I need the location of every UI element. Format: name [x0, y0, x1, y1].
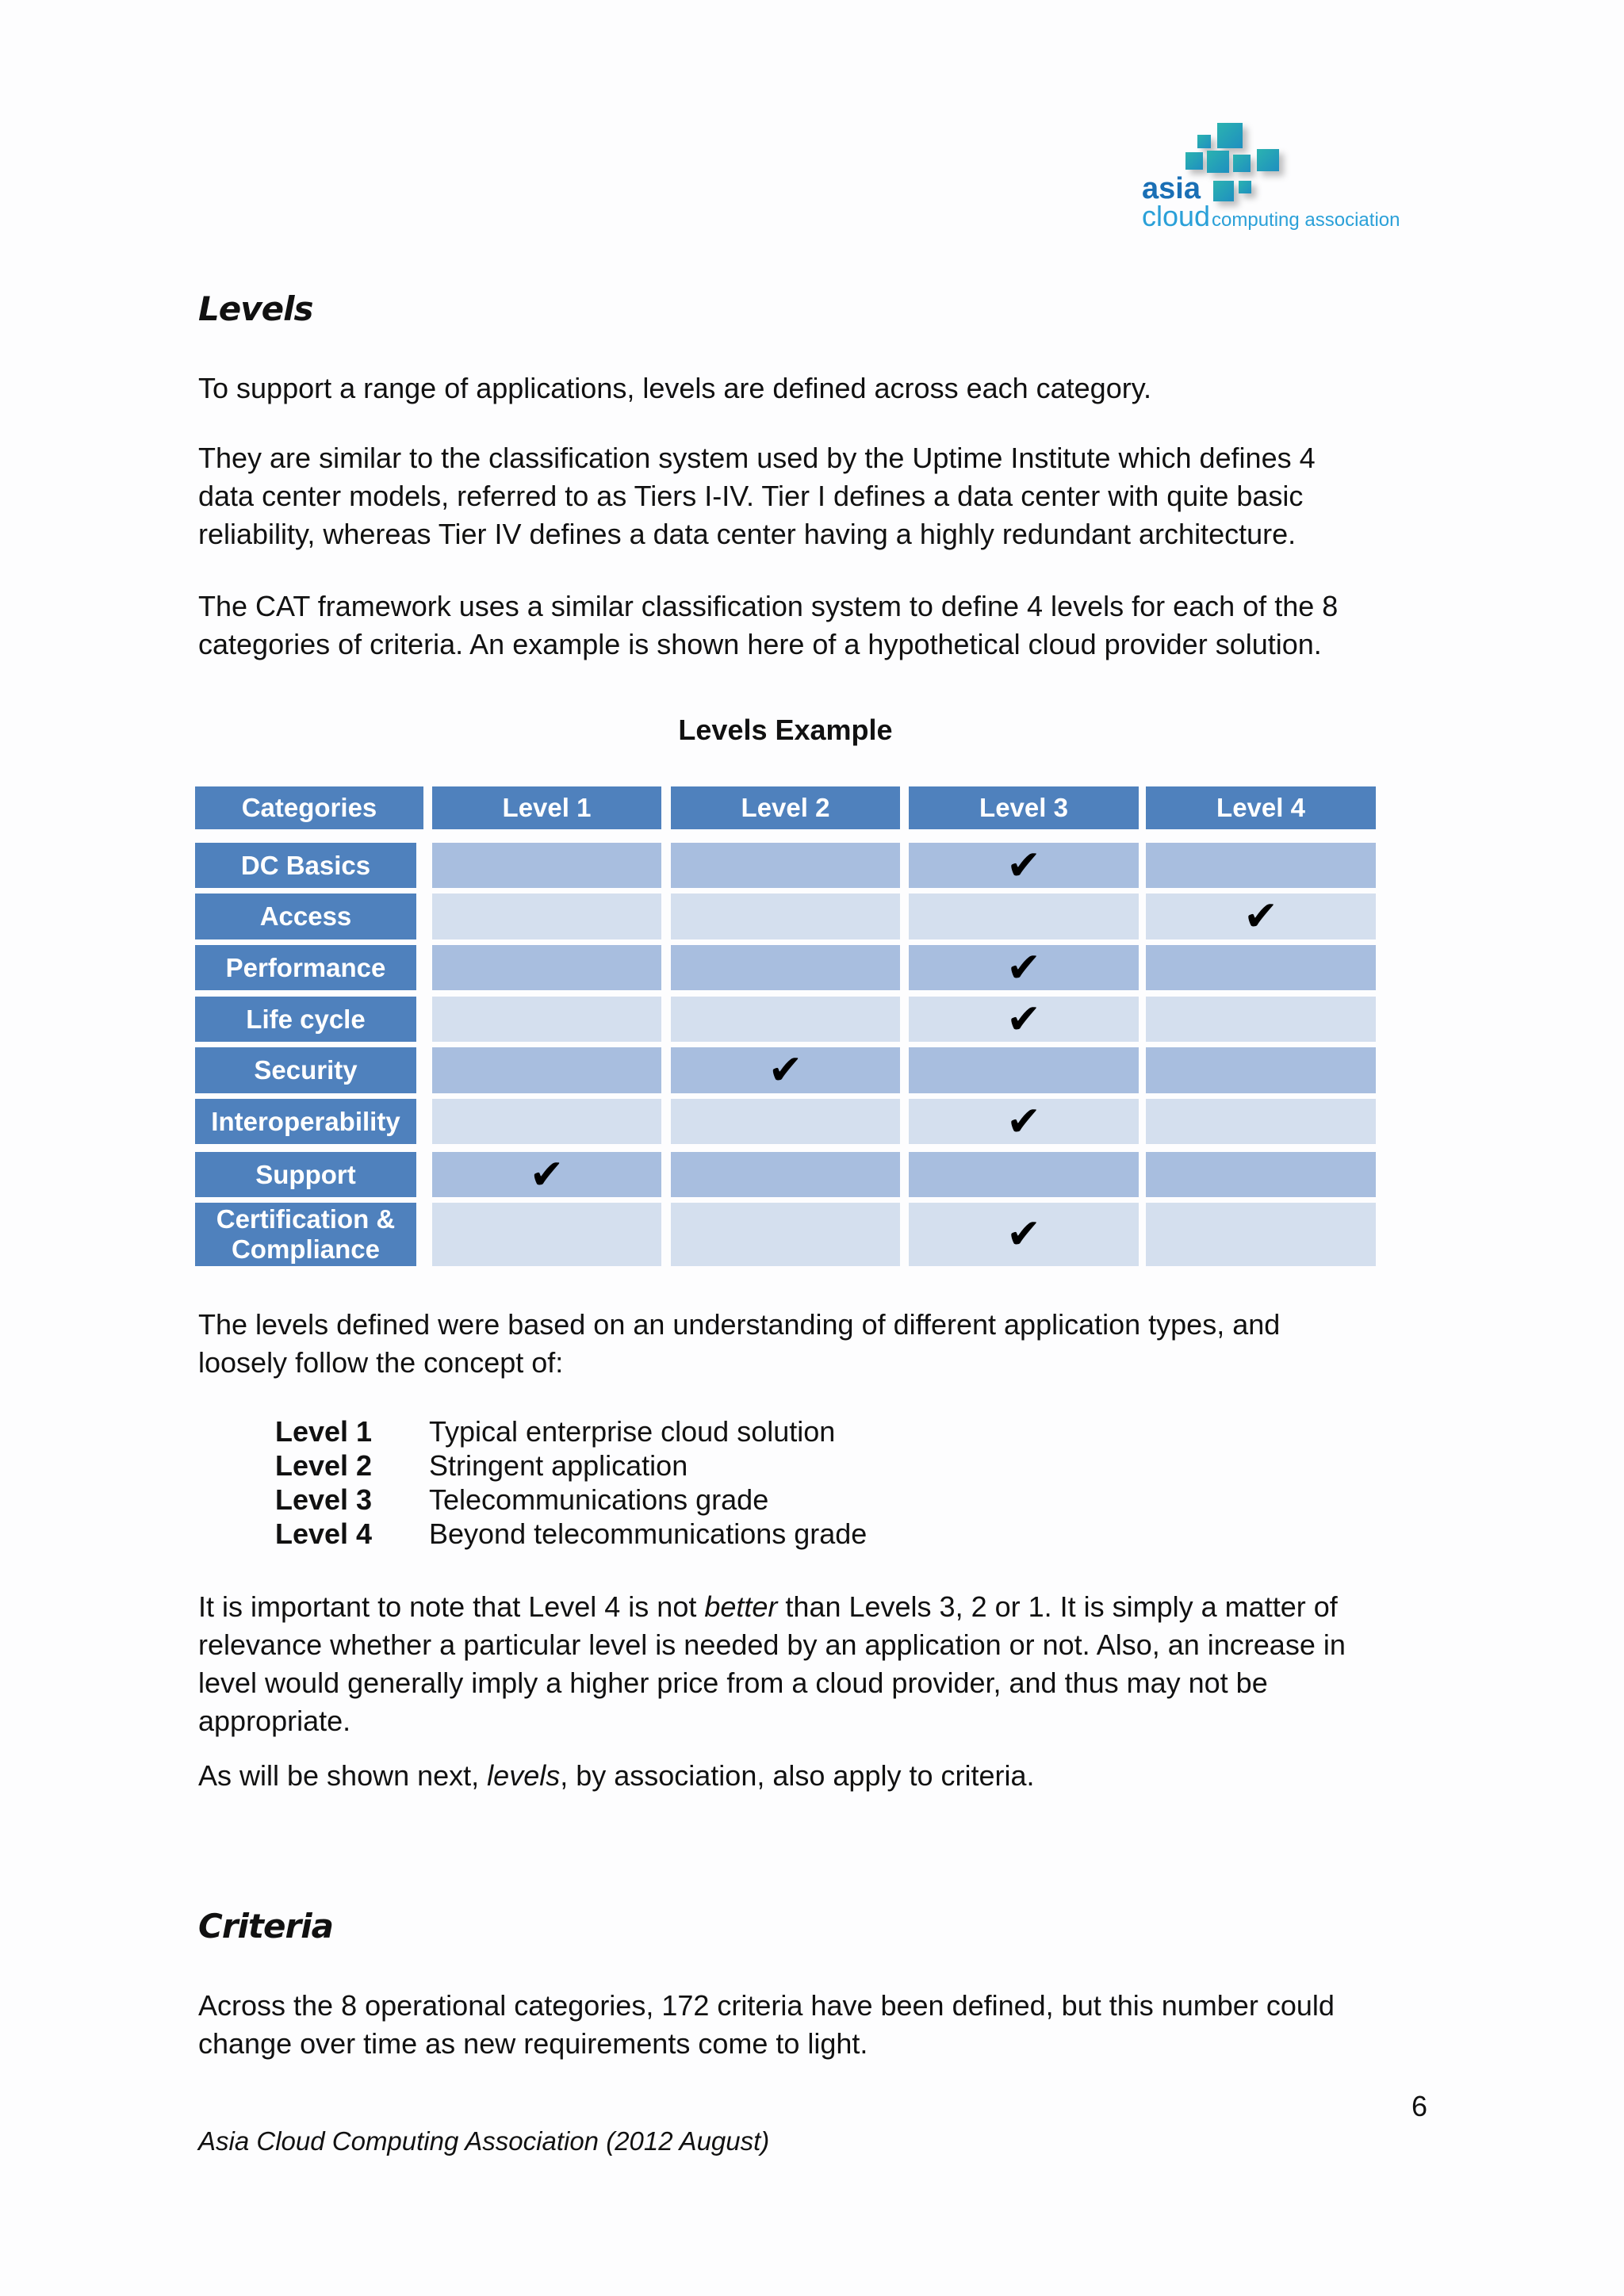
- logo-square: [1197, 135, 1211, 148]
- text: It is important to note that Level 4 is not: [198, 1590, 705, 1623]
- table-level-cell: [432, 1203, 661, 1266]
- table-level-cell: [671, 1099, 900, 1144]
- table-level-cell: [909, 1047, 1139, 1093]
- emphasis: better: [704, 1590, 778, 1623]
- table-header-cell-text: Level 2: [741, 793, 830, 822]
- paragraph: [198, 1306, 1435, 1382]
- text-line: They are similar to the classification system used by the Uptime Institute which defines 4: [198, 442, 1316, 474]
- table-category-cell-text: Interoperability: [211, 1106, 400, 1136]
- table-level-cell: [909, 997, 1139, 1042]
- table-level-cell: [432, 843, 661, 888]
- level-label: Level 2: [275, 1449, 373, 1482]
- logo-square: [1213, 181, 1234, 201]
- table-header-cell: [1146, 786, 1376, 829]
- table-category-cell-text: Life cycle: [246, 1004, 366, 1034]
- table-level-cell: [1146, 1203, 1376, 1266]
- text-line: appropriate.: [198, 1705, 351, 1737]
- text-line: To support a range of applications, levels are defined across each category.: [198, 372, 1152, 404]
- level-desc: Stringent application: [429, 1449, 688, 1482]
- table-category-cell-text: Certification & Compliance: [216, 1204, 396, 1264]
- level-desc: Beyond telecommunications grade: [429, 1517, 868, 1550]
- table-level-cell: [1146, 843, 1376, 888]
- table-header-cell: [909, 786, 1139, 829]
- text: than Levels 3, 2 or 1. It is simply a matter of: [777, 1590, 1338, 1623]
- text-line: loosely follow the concept of:: [198, 1346, 564, 1379]
- table-level-cell: [671, 1047, 900, 1093]
- table-level-cell: [671, 945, 900, 990]
- table-level-cell: [909, 1099, 1139, 1144]
- text-line: [198, 1588, 1435, 1626]
- table-category-cell: [195, 945, 416, 990]
- logo-square: [1257, 149, 1279, 171]
- paragraph: [198, 369, 1435, 408]
- table-level-cell: [1146, 1152, 1376, 1197]
- logo-cloud: cloud: [1142, 200, 1211, 232]
- text-line: level would generally imply a higher price from a cloud provider, and thus may not be: [198, 1667, 1268, 1699]
- table-level-cell: [909, 1152, 1139, 1197]
- table-category-cell: [195, 1099, 416, 1144]
- text-line: The levels defined were based on an understanding of different application types, and: [198, 1308, 1281, 1341]
- table-level-cell: [671, 1203, 900, 1266]
- text-line: relevance whether a particular level is needed by an application or not. Also, an increase in: [198, 1628, 1346, 1661]
- table-level-cell: [432, 997, 661, 1042]
- text: As will be shown next,: [198, 1759, 488, 1792]
- table-level-cell: [671, 894, 900, 939]
- table-header-cell: [671, 786, 900, 829]
- table-category-cell: [195, 894, 416, 939]
- check-icon: ✔: [768, 1047, 803, 1094]
- text: , by association, also apply to criteria.: [560, 1759, 1035, 1792]
- section-heading-levels: Levels: [198, 289, 313, 328]
- table-category-cell-text: Access: [259, 901, 352, 931]
- check-icon: ✔: [1006, 943, 1041, 992]
- table-category-cell: [195, 1203, 416, 1266]
- text-line: The CAT framework uses a similar classification system to define 4 levels for each of the 8: [198, 590, 1339, 622]
- logo-square: [1239, 181, 1251, 193]
- table-header-cell-text: Categories: [241, 793, 377, 822]
- section-heading-criteria: Criteria: [198, 1907, 333, 1946]
- paragraph: [198, 1588, 1435, 1740]
- table-header-cell-text: Level 4: [1216, 793, 1305, 822]
- table-level-cell: [1146, 945, 1376, 990]
- table-level-cell: [1146, 1099, 1376, 1144]
- paragraph: [198, 587, 1435, 664]
- table-category-cell: [195, 997, 416, 1042]
- table-level-cell: [432, 945, 661, 990]
- table-level-cell: [909, 894, 1139, 939]
- table-category-cell-text: Support: [255, 1159, 356, 1189]
- text-line: categories of criteria. An example is shown here of a hypothetical cloud provider solution.: [198, 628, 1322, 660]
- level-label: Level 3: [275, 1483, 373, 1516]
- table-level-cell: [671, 997, 900, 1042]
- text-line: data center models, referred to as Tiers I-IV. Tier I defines a data center with quite basic: [198, 480, 1304, 512]
- table-category-cell: [195, 843, 416, 888]
- table-level-cell: [1146, 997, 1376, 1042]
- table-header-cell: [432, 786, 661, 829]
- check-icon: ✔: [1006, 995, 1041, 1043]
- table-header-cell-text: Level 3: [979, 793, 1068, 822]
- logo-subtitle: computing association: [1212, 209, 1400, 231]
- table-level-cell: [1146, 1047, 1376, 1093]
- table-level-cell: [432, 1152, 661, 1197]
- table-header-cell: [195, 786, 423, 829]
- table-category-cell-text: Security: [254, 1055, 358, 1085]
- level-label: Level 4: [275, 1517, 373, 1550]
- table-title: Levels Example: [678, 714, 893, 746]
- check-icon: ✔: [1006, 841, 1041, 890]
- table-category-cell: [195, 1152, 416, 1197]
- paragraph: [198, 1757, 1435, 1795]
- table-level-cell: [909, 945, 1139, 990]
- table-level-cell: [432, 1099, 661, 1144]
- table-level-cell: [432, 1047, 661, 1093]
- text-line: Across the 8 operational categories, 172 criteria have been defined, but this number could: [198, 1989, 1335, 2022]
- table-level-cell: [671, 843, 900, 888]
- emphasis: levels: [487, 1759, 561, 1792]
- footer: Asia Cloud Computing Association (2012 August): [198, 2126, 770, 2156]
- paragraph: [198, 1987, 1435, 2063]
- logo-asia: asia: [1142, 172, 1201, 205]
- table-category-cell-text: Performance: [225, 952, 386, 982]
- check-icon: ✔: [1006, 1097, 1041, 1146]
- level-desc: Typical enterprise cloud solution: [429, 1415, 836, 1448]
- logo: [1134, 119, 1404, 238]
- level-desc: Telecommunications grade: [429, 1483, 769, 1516]
- logo-square: [1185, 152, 1203, 170]
- table-level-cell: [432, 894, 661, 939]
- table-category-cell-text: DC Basics: [240, 850, 371, 880]
- logo-square: [1233, 155, 1251, 172]
- table-header-cell-text: Level 1: [502, 793, 592, 822]
- level-label: Level 1: [275, 1415, 373, 1448]
- logo-square: [1217, 123, 1243, 148]
- table-level-cell: [909, 843, 1139, 888]
- check-icon: ✔: [1006, 1211, 1041, 1258]
- table-level-cell: [909, 1203, 1139, 1266]
- check-icon: ✔: [1243, 893, 1278, 940]
- check-icon: ✔: [529, 1150, 565, 1199]
- table-category-cell: [195, 1047, 416, 1093]
- paragraph: [198, 439, 1435, 553]
- table-level-cell: [1146, 894, 1376, 939]
- table-level-cell: [671, 1152, 900, 1197]
- text-line: change over time as new requirements come to light.: [198, 2027, 868, 2060]
- page-number: 6: [1411, 2090, 1428, 2122]
- text-line: reliability, whereas Tier IV defines a data center having a highly redundant architecture.: [198, 518, 1297, 550]
- logo-square: [1207, 151, 1229, 173]
